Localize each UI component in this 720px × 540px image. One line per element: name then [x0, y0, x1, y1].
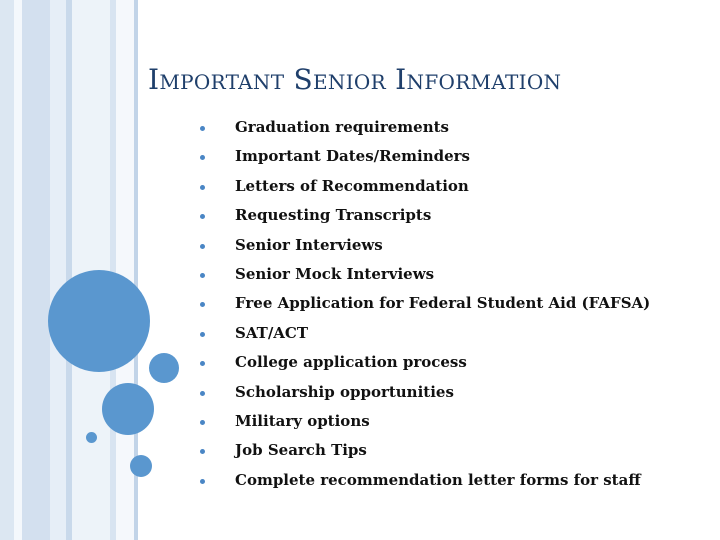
decor-circle-medium	[102, 383, 154, 435]
bullet-dot-icon	[200, 420, 205, 425]
decor-circle-small	[149, 353, 179, 383]
decor-circle-small	[130, 455, 152, 477]
decor-stripe	[14, 0, 22, 540]
list-item-text: Job Search Tips	[235, 441, 367, 460]
list-item	[196, 206, 706, 225]
list-item	[196, 118, 706, 137]
list-item	[196, 324, 706, 343]
list-item	[196, 265, 706, 284]
list-item-text: College application process	[235, 353, 467, 372]
list-item-text: Letters of Recommendation	[235, 176, 469, 195]
list-item	[196, 294, 706, 313]
list-item	[196, 236, 706, 255]
bullet-dot-icon	[200, 244, 205, 249]
list-item-text: SAT/ACT	[235, 323, 309, 342]
decor-stripe	[22, 0, 50, 540]
list-item	[196, 471, 706, 490]
bullet-dot-icon	[200, 332, 205, 337]
list-item-text: Complete recommendation letter forms for staff	[235, 470, 641, 489]
bullet-dot-icon	[200, 391, 205, 396]
list-item	[196, 147, 706, 166]
bullet-dot-icon	[200, 214, 205, 219]
decor-stripe	[50, 0, 66, 540]
list-item-text: Graduation requirements	[235, 118, 449, 136]
list-item-text: Free Application for Federal Student Aid (FAFSA)	[235, 294, 651, 313]
decor-circle-tiny	[86, 432, 97, 443]
list-item	[196, 412, 706, 431]
bullet-dot-icon	[200, 155, 205, 160]
bullet-dot-icon	[200, 302, 205, 307]
list-item	[196, 383, 706, 402]
list-item-text: Senior Mock Interviews	[235, 264, 435, 283]
bullet-list	[196, 118, 706, 500]
bullet-dot-icon	[200, 479, 205, 484]
list-item	[196, 353, 706, 372]
bullet-dot-icon	[200, 449, 205, 454]
list-item-text: Senior Interviews	[235, 235, 383, 254]
bullet-dot-icon	[200, 361, 205, 366]
bullet-dot-icon	[200, 273, 205, 278]
slide-title: Important Senior Information	[148, 63, 562, 96]
list-item-text: Military options	[235, 411, 370, 430]
decor-stripe	[0, 0, 14, 540]
list-item	[196, 441, 706, 460]
list-item	[196, 177, 706, 196]
bullet-dot-icon	[200, 126, 205, 131]
list-item-text: Requesting Transcripts	[235, 206, 432, 225]
list-item-text: Important Dates/Reminders	[235, 147, 470, 166]
decor-circle-large	[48, 270, 150, 372]
list-item-text: Scholarship opportunities	[235, 382, 454, 401]
bullet-dot-icon	[200, 185, 205, 190]
